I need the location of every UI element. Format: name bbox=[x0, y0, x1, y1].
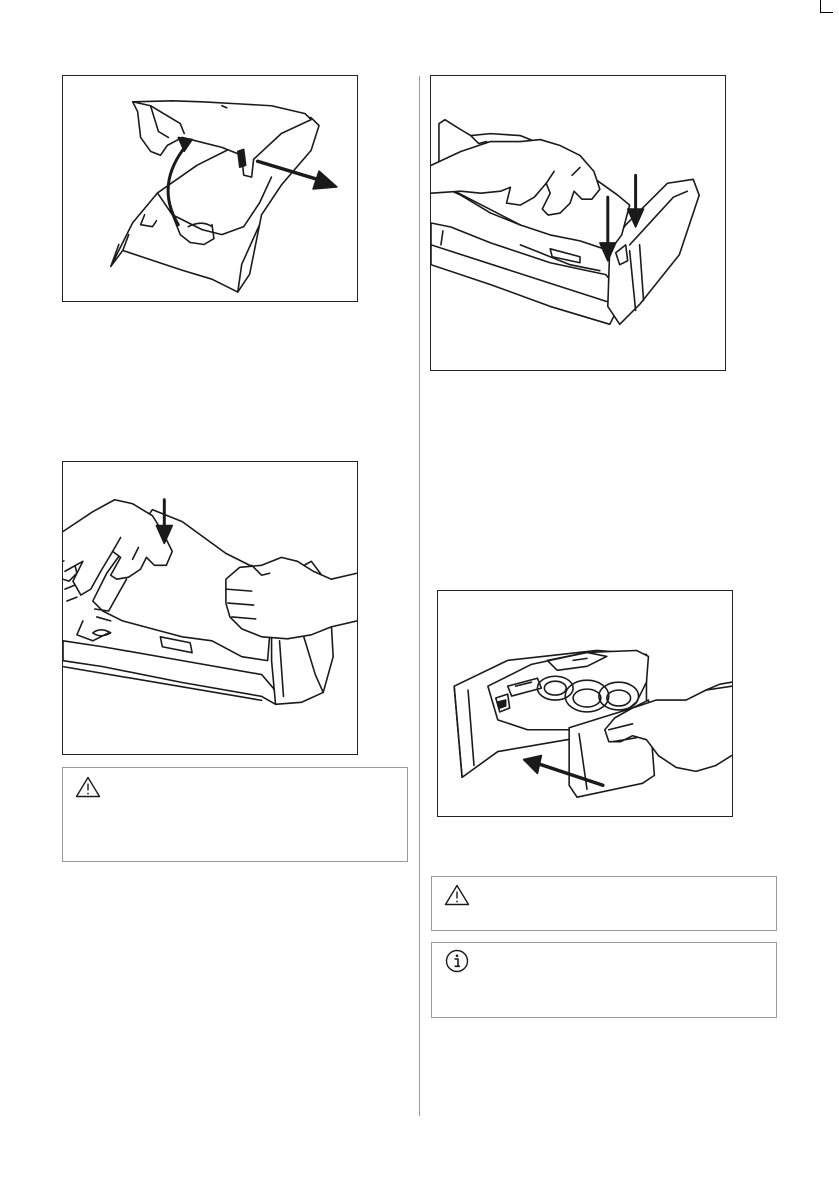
crop-mark bbox=[820, 0, 833, 13]
info-notice bbox=[431, 942, 777, 1018]
information-circle-icon bbox=[445, 949, 469, 973]
figure-close-dispenser-lid bbox=[62, 461, 358, 755]
column-divider bbox=[419, 76, 420, 1116]
warning-triangle-icon bbox=[75, 776, 101, 798]
figure-open-dispenser-lid bbox=[62, 75, 358, 302]
warning-triangle-icon bbox=[444, 884, 470, 906]
figure-press-lid-catches bbox=[430, 75, 726, 371]
figure-push-drawer-in bbox=[437, 590, 733, 817]
warning-notice-right bbox=[431, 876, 777, 931]
warning-notice bbox=[62, 767, 408, 862]
